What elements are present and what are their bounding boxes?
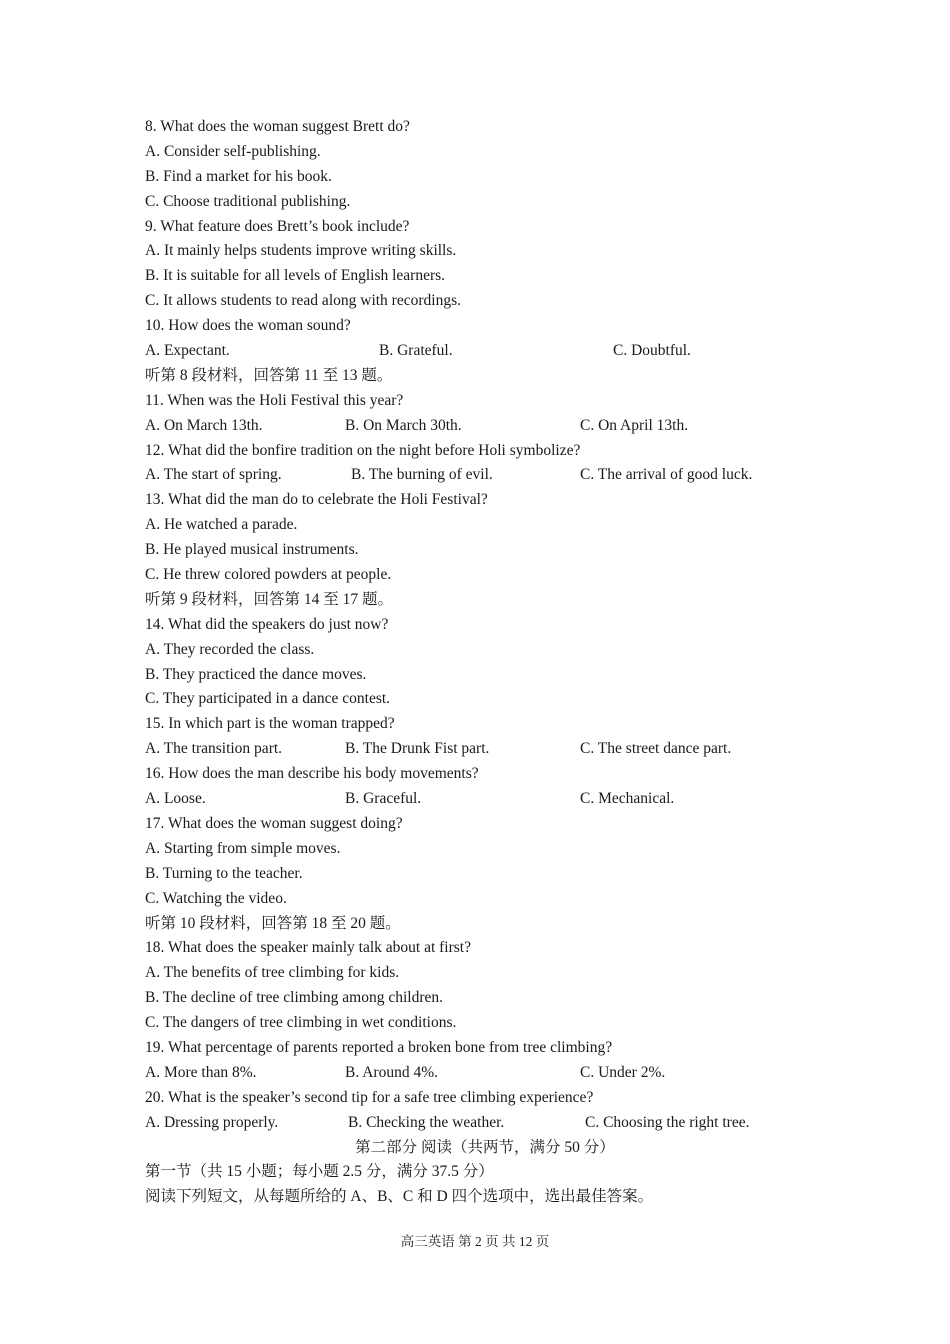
q10-options: [145, 339, 825, 364]
q8-option-a: A. Consider self-publishing.: [145, 142, 321, 160]
question-11: 11. When was the Holi Festival this year?: [145, 391, 404, 409]
question-9: 9. What feature does Brett’s book include?: [145, 217, 410, 235]
q17-option-c: C. Watching the video.: [145, 889, 287, 907]
q12-option-a: A. The start of spring.: [145, 466, 282, 484]
q20-options: [145, 1111, 825, 1136]
q11-option-a: A. On March 13th.: [145, 416, 263, 434]
q16-option-c: C. Mechanical.: [580, 790, 675, 808]
q15-options: [145, 737, 825, 762]
q12-option-b: B. The burning of evil.: [351, 466, 493, 484]
q11-option-b: B. On March 30th.: [345, 416, 462, 434]
question-16: 16. How does the man describe his body movements?: [145, 765, 479, 783]
q13-option-c: C. He threw colored powders at people.: [145, 566, 392, 584]
q20-option-a: A. Dressing properly.: [145, 1113, 279, 1131]
q15-option-a: A. The transition part.: [145, 740, 283, 758]
page-footer: 高三英语 第 2 页 共 12 页: [400, 1234, 550, 1249]
q12-option-c: C. The arrival of good luck.: [580, 466, 753, 484]
q9-option-b: B. It is suitable for all levels of English learners.: [145, 267, 446, 285]
q11-options: [145, 414, 825, 439]
q16-option-a: A. Loose.: [145, 790, 206, 808]
section-9-instruction: 听第 9 段材料，回答第 14 至 17 题。: [145, 590, 394, 608]
q8-option-b: B. Find a market for his book.: [145, 167, 332, 185]
page-content: [145, 115, 825, 1210]
question-14: 14. What did the speakers do just now?: [145, 615, 389, 633]
part-2-heading: 第二部分 阅读（共两节，满分 50 分）: [355, 1138, 615, 1156]
q14-option-b: B. They practiced the dance moves.: [145, 665, 367, 683]
section-8-instruction: 听第 8 段材料，回答第 11 至 13 题。: [145, 366, 393, 384]
question-20: 20. What is the speaker’s second tip for a safe tree climbing experience?: [145, 1088, 594, 1106]
q19-options: [145, 1061, 825, 1086]
question-19: 19. What percentage of parents reported a broken bone from tree climbing?: [145, 1038, 613, 1056]
q19-option-c: C. Under 2%.: [580, 1063, 666, 1081]
q19-option-a: A. More than 8%.: [145, 1063, 257, 1081]
section-1-heading: 第一节（共 15 小题；每小题 2.5 分，满分 37.5 分）: [145, 1163, 494, 1181]
reading-instruction: 阅读下列短文，从每题所给的 A、B、C 和 D 四个选项中，选出最佳答案。: [145, 1188, 654, 1206]
q13-option-b: B. He played musical instruments.: [145, 541, 359, 559]
q20-option-b: B. Checking the weather.: [348, 1113, 505, 1131]
q10-option-c: C. Doubtful.: [613, 342, 691, 360]
q17-option-a: A. Starting from simple moves.: [145, 839, 341, 857]
question-18: 18. What does the speaker mainly talk about at first?: [145, 939, 471, 957]
q8-option-c: C. Choose traditional publishing.: [145, 192, 351, 210]
q11-option-c: C. On April 13th.: [580, 416, 689, 434]
q16-options: [145, 787, 825, 812]
q14-option-c: C. They participated in a dance contest.: [145, 690, 391, 708]
q10-option-a: A. Expectant.: [145, 342, 230, 360]
q13-option-a: A. He watched a parade.: [145, 516, 298, 534]
q18-option-c: C. The dangers of tree climbing in wet conditions.: [145, 1014, 457, 1032]
q17-option-b: B. Turning to the teacher.: [145, 864, 303, 882]
q18-option-a: A. The benefits of tree climbing for kids.: [145, 964, 400, 982]
question-8: 8. What does the woman suggest Brett do?: [145, 118, 410, 135]
q12-options: [145, 463, 825, 488]
q9-option-a: A. It mainly helps students improve writing skills.: [145, 242, 457, 260]
q9-option-c: C. It allows students to read along with recordings.: [145, 292, 461, 310]
q18-option-b: B. The decline of tree climbing among children.: [145, 989, 443, 1007]
question-13: 13. What did the man do to celebrate the Holi Festival?: [145, 491, 488, 509]
q10-option-b: B. Grateful.: [379, 342, 453, 360]
q14-option-a: A. They recorded the class.: [145, 640, 315, 658]
question-10: 10. How does the woman sound?: [145, 317, 351, 335]
question-15: 15. In which part is the woman trapped?: [145, 715, 395, 733]
q16-option-b: B. Graceful.: [345, 790, 422, 808]
question-12: 12. What did the bonfire tradition on the night before Holi symbolize?: [145, 441, 581, 459]
question-17: 17. What does the woman suggest doing?: [145, 814, 403, 832]
q19-option-b: B. Around 4%.: [345, 1063, 438, 1081]
q15-option-b: B. The Drunk Fist part.: [345, 740, 490, 758]
section-10-instruction: 听第 10 段材料，回答第 18 至 20 题。: [145, 914, 401, 932]
q15-option-c: C. The street dance part.: [580, 740, 732, 758]
q20-option-c: C. Choosing the right tree.: [585, 1113, 750, 1131]
